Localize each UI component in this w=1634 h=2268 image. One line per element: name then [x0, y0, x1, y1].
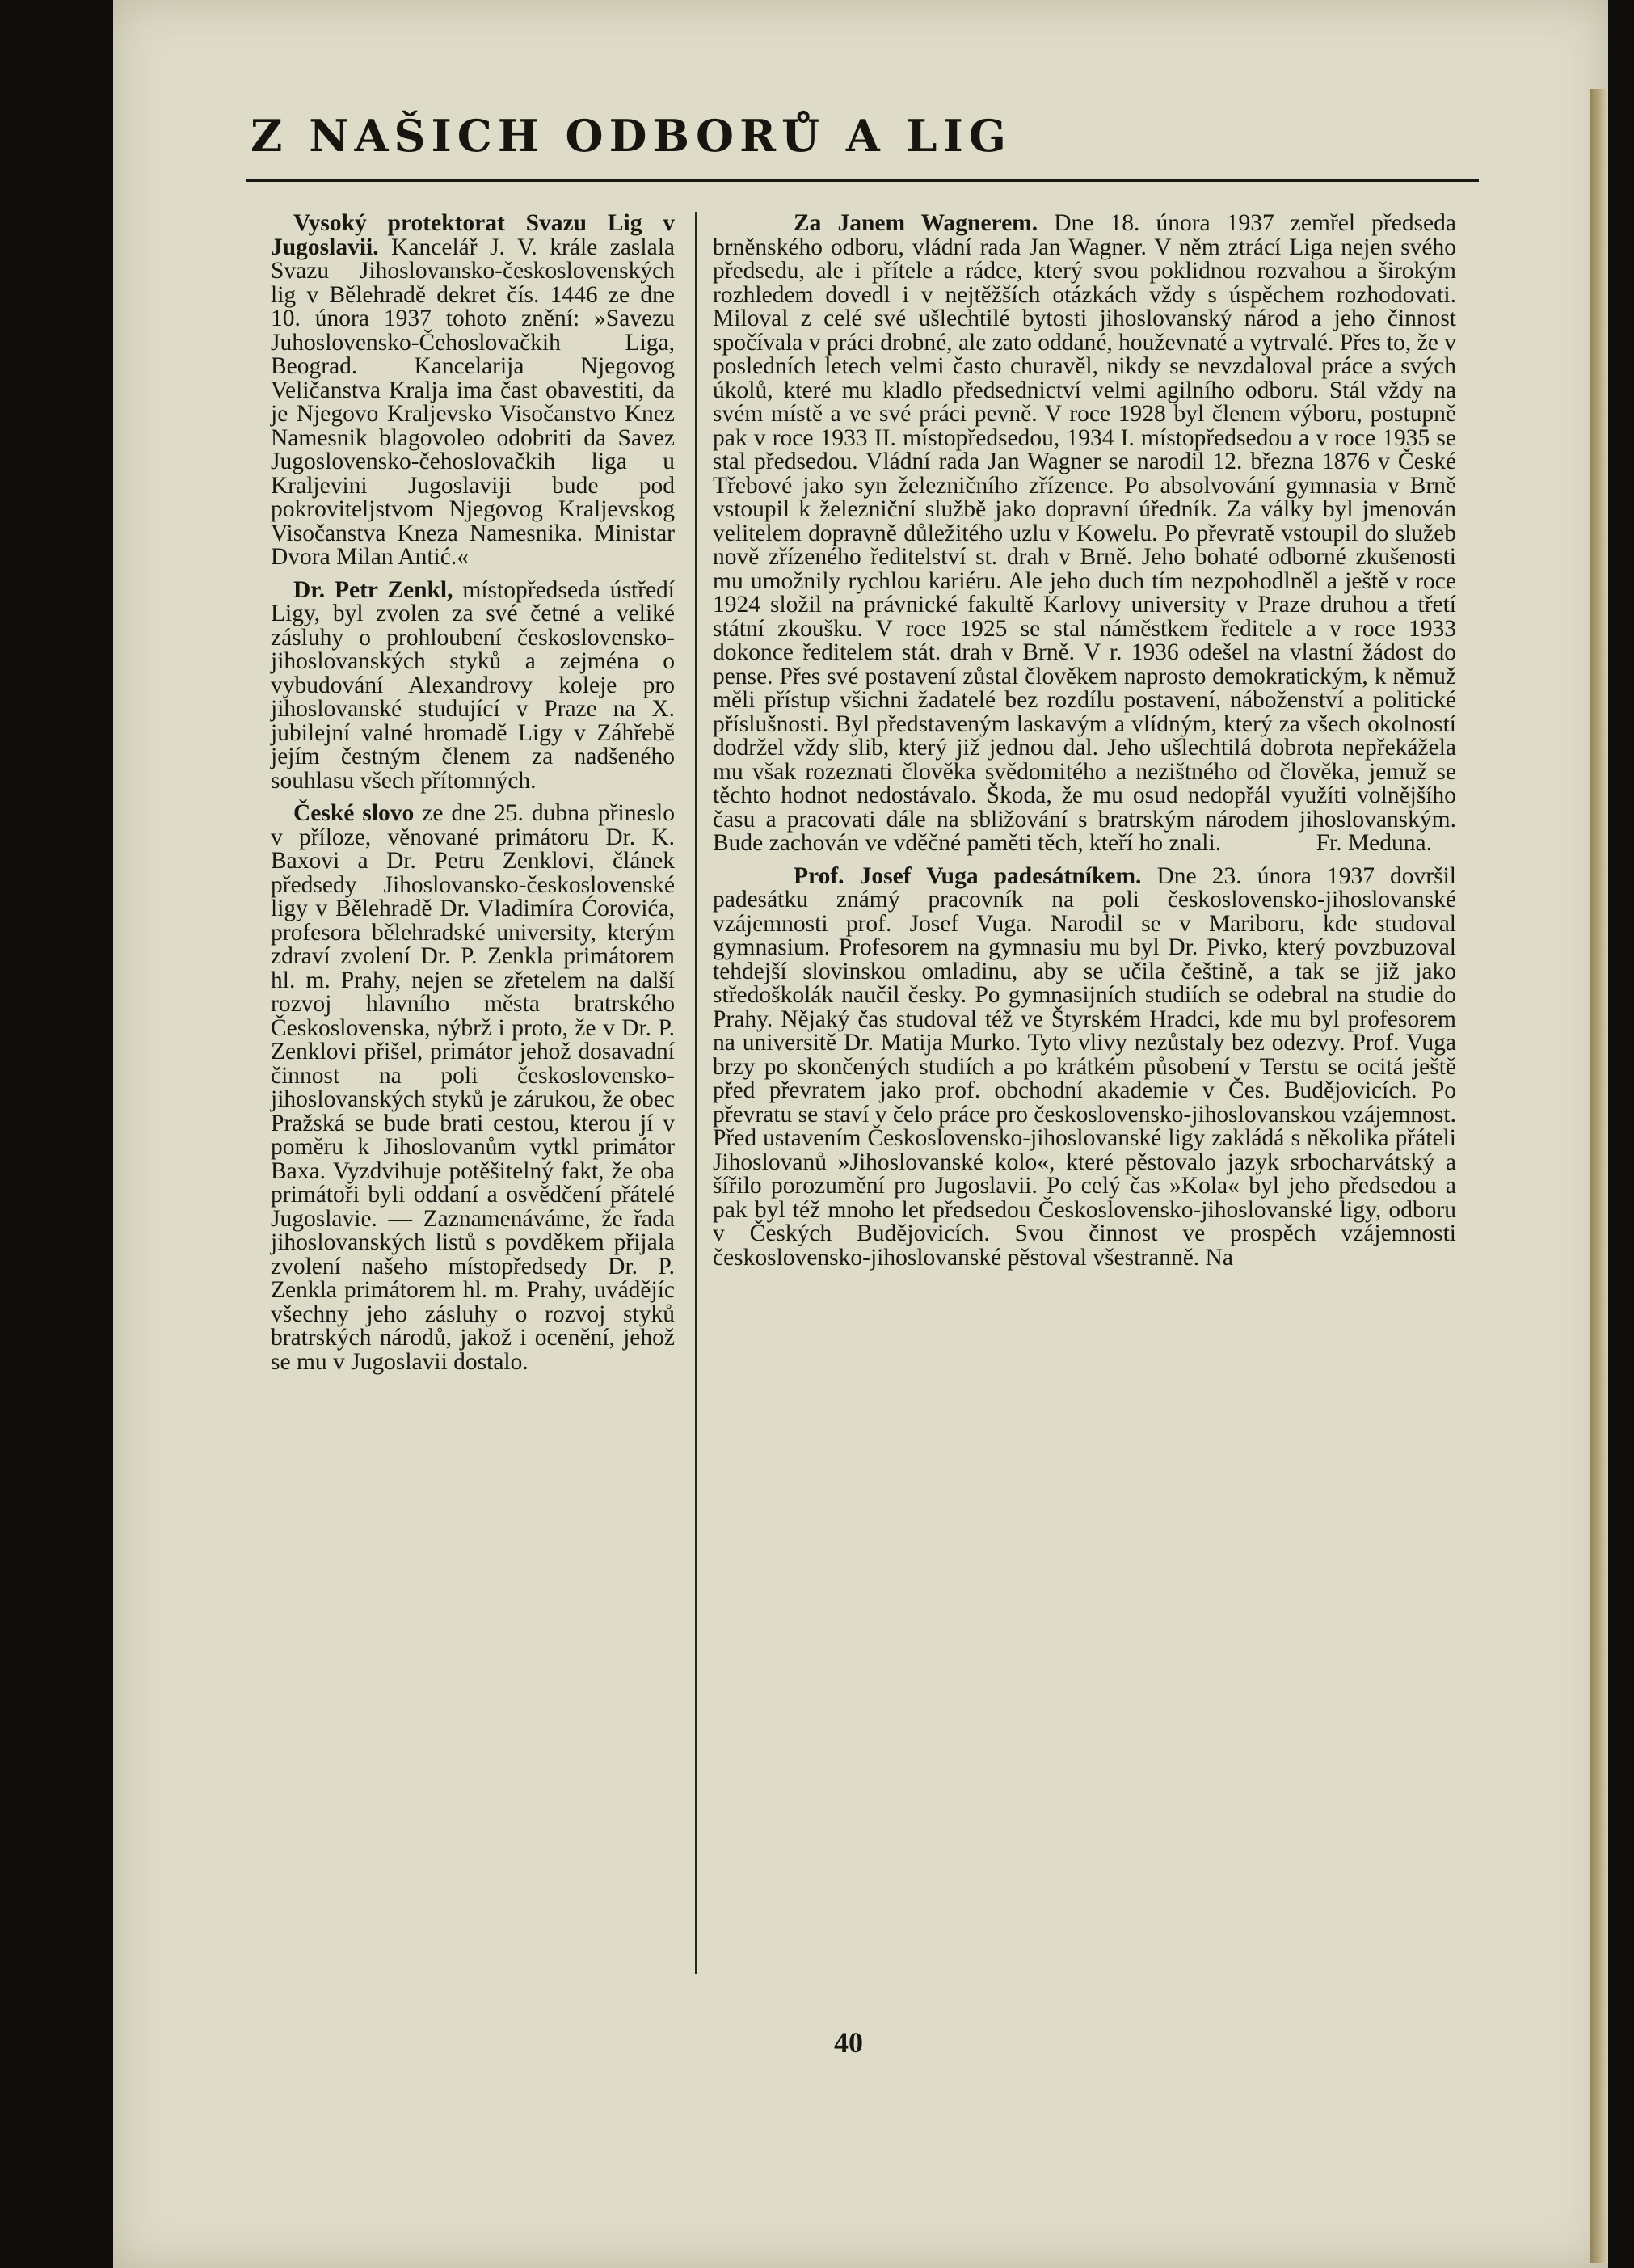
article-vuga: [713, 862, 1456, 1271]
article-heading: České slovo: [293, 800, 415, 826]
article-body: Kancelář J. V. krále zaslala Svazu Jihoslovansko-československých lig v Bělehradě dekret čís. 1446 ze dne 10. února 1937 tohoto znění: »Savezu Juhoslovensko-Čehoslovačkih Liga, Beograd. Kancelarija Njegovog Veličanstva Kralja ima čast obavestiti, da je Njegovo Kraljevsko Visočanstvo Knez Namesnik blagovoleo odobriti da Savez Jugoslovensko-čehoslovačkih liga u Kraljevini Jugoslaviji bude pod pokroviteljstvom Njegovog Kraljevskog Visočanstva Kneza Namesnika. Ministar Dvora Milan Antić.«: [271, 234, 675, 570]
title-rule: [246, 179, 1479, 182]
article-protektorat: [271, 212, 675, 570]
article-heading: Prof. Josef Vuga padesátníkem.: [794, 862, 1142, 889]
page-title: Z NAŠICH ODBORŮ A LIG: [251, 110, 1012, 162]
article-signature: Fr. Meduna.: [1316, 830, 1432, 856]
article-heading: Za Janem Wagnerem.: [794, 210, 1038, 236]
column-divider: [695, 212, 697, 1974]
article-body: Dne 18. února 1937 zemřel předseda brněnského odboru, vládní rada Jan Wagner. V něm ztrácí Liga nejen svého předsedu, ale i přítele a rádce, který svou poklidnou rozvahou a širokým rozhledem dovedl i v nejtěžších otázkách vždy s úspěchem rozhodovati. Miloval z celé své ušlechtilé bytosti jihoslovanský národ a jeho činnost spočívala v práci drobné, ale zato oddané, houževnaté a vytrvalé. Přes to, že v posledních letech velmi často churavěl, nikdy se nevzdaloval práce a svých úkolů, které mu kladlo předsednictví velmi agilního odboru. Stál vždy na svém místě a ve své práci pevně. V roce 1928 byl členem výboru, postupně pak v roce 1933 II. místopředsedou, 1934 I. místopředsedou a v roce 1935 se stal předsedou. Vládní rada Jan Wagner se narodil 12. března 1876 v České Třebové jako syn železničního zřízence. Po absolvování gymnasia v Brně vstoupil k železniční službě jako dopravní úředník. Za války byl jmenován velitelem dopravně důležitého uzlu v Kowelu. Po převratě vstoupil do služeb nově zřízeného ředitelství st. drah v Brně. Jeho bohaté odborné zkušenosti mu umožnily rychlou kariéru. Ale jeho duch tím nezpohodlněl a ještě v roce 1924 složil na právnické fakultě Karlovy university v Praze druhou a třetí státní zkoušku. V roce 1925 se stal náměstkem ředitele a v roce 1933 dokonce ředitelem stát. drah v Brně. V r. 1936 odešel na vlastní žádost do pense. Přes své postavení zůstal člověkem naprosto demokratickým, k němuž měli přístup všichni žadatelé bez rozdílu postavení, náboženství a politické příslušnosti. Byl představeným laskavým a vlídným, který za všech okolností dodržel vždy slib, který již jednou dal. Jeho ušlechtilá dobrota nepřekážela mu však rozeznati člověka svědomitého a nezištného od člověka, jemuž se těchto hodnot nedostávalo. Škoda, že mu osud nedopřál využíti volnějšího času a pracovati dále na sbližování s bratrským národem jihoslovanským. Bude zachován ve vděčné paměti těch, kteří ho znali.: [713, 210, 1456, 856]
page-edge-shadow: [1590, 89, 1608, 2263]
article-zenkl: [271, 576, 675, 794]
article-heading: Vysoký protektorat Svazu Lig v Jugoslavii.: [271, 210, 675, 260]
page-number: 40: [834, 2026, 863, 2059]
article-heading: Dr. Petr Zenkl,: [293, 576, 453, 603]
article-ceske-slovo: [271, 802, 675, 1374]
article-wagner: [713, 212, 1456, 856]
article-body: Dne 23. února 1937 dovršil padesátku známý pracovník na poli československo-jihoslovanské vzájemnosti prof. Josef Vuga. Narodil se v Mariboru, kde studoval gymnasium. Profesorem na gymnasiu mu byl Dr. Pivko, který povzbuzoval tehdejší slovinskou omladinu, aby se učila češtině, a tak se již jako středoškolák naučil česky. Po gymnasijních studiích se odebral na studie do Prahy. Nějaký čas studoval též ve Štyrském Hradci, kde mu byl profesorem na universitě Dr. Matija Murko. Tyto vlivy nezůstaly bez odezvy. Prof. Vuga brzy po skončených studiích a po krátkém působení v Terstu se ocitá ještě před převratem jako prof. obchodní akademie v Čes. Budějovicích. Po převratu se staví v čelo práce pro československo-jihoslovanskou vzájemnost. Před ustavením Československo-jihoslovanské ligy zakládá s několika přáteli Jihoslovanů »Jihoslovanské kolo«, které pěstovalo jazyk srbocharvátský a šířilo porozumění pro Jugoslavii. Po celý čas »Kola« byl jeho předsedou a pak byl též mnoho let předsedou Československo-jihoslovanské ligy, odboru v Českých Budějovicích. Svou činnost ve prospěch vzájemnosti československo-jihoslovanské pěstoval všestranně. Na: [713, 862, 1456, 1271]
left-column: [271, 212, 675, 1383]
article-body: ze dne 25. dubna přineslo v příloze, věnované primátoru Dr. K. Baxovi a Dr. Petru Zenklovi, článek předsedy Jihoslovansko-československé ligy v Bělehradě Dr. Vladimíra Ćorovića, profesora bělehradské university, kterým zdraví zvolení Dr. P. Zenkla primátorem hl. m. Prahy, nejen se zřetelem na další rozvoj hlavního města bratrského Československa, nýbrž i proto, že v Dr. P. Zenklovi přišel, primátor jehož dosavadní činnost na poli československo-jihoslovanských styků je zárukou, že obec Pražská se bude brati cestou, kterou jí v poměru k Jihoslovanům vytkl primátor Baxa. Vyzdvihuje potěšitelný fakt, že oba primátoři byli oddaní a osvědčení přátelé Jugoslavie. — Zaznamenáváme, že řada jihoslovanských listů s povděkem přijala zvolení našeho místopředsedy Dr. P. Zenkla primátorem hl. m. Prahy, uvádějíc všechny jeho zásluhy o rozvoj styků bratrských národů, jakož i ocenění, jehož se mu v Jugoslavii dostalo.: [271, 800, 675, 1375]
article-body: místopředseda ústředí Ligy, byl zvolen za své četné a veliké zásluhy o prohloubení československo-jihoslovanských styků a zejména o vybudování Alexandrovy koleje pro jihoslovanské studující v Praze na X. jubilejní valné hromadě Ligy v Záhřebě jejím čestným členem za nadšeného souhlasu všech přítomných.: [271, 576, 675, 794]
right-column: [713, 212, 1456, 1279]
